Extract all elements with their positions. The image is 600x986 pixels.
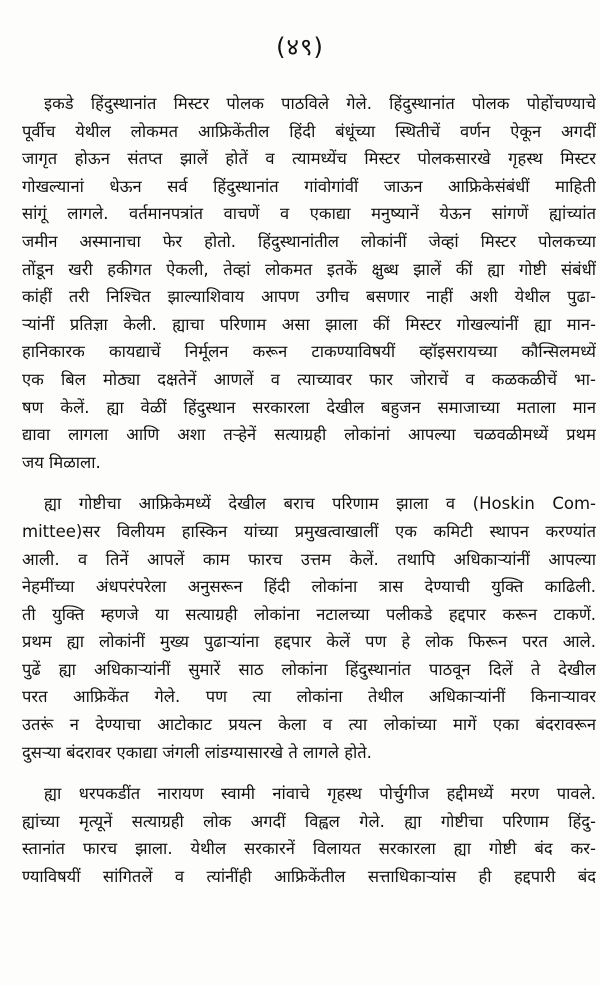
text-line: सांगूं लागले. वर्तमानपत्रांत वाचणें व एकाद्या मनुष्यानें येऊन सांगणें ह्यांच्यांत bbox=[22, 204, 596, 224]
body-text bbox=[22, 90, 596, 891]
paragraph-2 bbox=[22, 490, 596, 766]
text-line: द्यावा लागला आणि अशा तऱ्हेनें सत्याग्रही लोकांनां आपल्या चळवळीमध्यें प्रथम bbox=[22, 425, 596, 445]
text-line: आली. व तिनें आपलें काम फारच उत्तम केलें. तथापि अधिकाऱ्यांनीं आपल्या bbox=[22, 549, 596, 569]
text-line: स्तानांत फारच झाला. येथील सरकारनें विलायत सरकारला ह्या गोष्टी बंद कर- bbox=[22, 839, 596, 859]
text-line: परत आफ्रिकेंत गेले. पण त्या लोकांना तेथील अधिकाऱ्यांनीं किनाऱ्यावर bbox=[22, 687, 596, 707]
paragraph-1 bbox=[22, 90, 596, 476]
text-line: नेहमींच्या अंधपरंपरेला अनुसरून हिंदी लोकांना त्रास देण्याची युक्ति काढिली. bbox=[22, 577, 596, 597]
text-line: जागृत होऊन संतप्त झालें होतें व त्यामध्येंच मिस्टर पोलकसारखे गृहस्थ मिस्टर bbox=[22, 149, 596, 169]
text-line: ऱ्यांनीं प्रतिज्ञा केली. ह्याचा परिणाम असा झाला कीं मिस्टर गोखल्यांनीं ह्या मान- bbox=[22, 314, 596, 334]
text-line: पुढें ह्या अधिकाऱ्यांनीं सुमारें साठ लोकांना हिंदुस्थानांत पाठवून दिलें ते देखील bbox=[22, 659, 596, 679]
text-line: पूर्वीच येथील लोकमत आफ्रिकेंतील हिंदी बंधूंच्या स्थितीचें वर्णन ऐकून अगदीं bbox=[22, 121, 596, 141]
text-line: इकडे हिंदुस्थानांत मिस्टर पोलक पाठविले गेले. हिंदुस्थानांत पोलक पोहोंचण्याचे bbox=[44, 94, 596, 113]
text-line: जय मिळाला. bbox=[22, 452, 101, 472]
text-line: ह्या गोष्टीचा आफ्रिकेमध्यें देखील बराच परिणाम झाला व (Hoskin Com- bbox=[44, 494, 596, 514]
text-line: प्रथम ह्या लोकांनीं मुख्य पुढाऱ्यांना हद्दपार केलें पण हे लोक फिरून परत आले. bbox=[22, 632, 596, 652]
text-line: दुसऱ्या बंदरावर एकाद्या जंगली लांडग्यासारखे ते लागले होते. bbox=[22, 742, 372, 762]
text-line: ह्या धरपकडींत नारायण स्वामी नांवाचे गृहस्थ पोर्चुगीज हद्दीमध्यें मरण पावले. bbox=[44, 784, 596, 804]
text-line: ह्यांच्या मृत्यूनें सत्याग्रही लोक अगदीं विह्वल गेले. ह्या गोष्टीचा परिणाम हिंदु- bbox=[22, 811, 596, 831]
text-line: जमीन अस्मानाचा फेर होतो. हिंदुस्थानांतील लोकांनीं जेव्हां मिस्टर पोलकच्या bbox=[22, 231, 596, 251]
text-line: हानिकारक कायद्याचें निर्मूलन करून टाकण्याविषयीं व्हॉइसरायच्या कौन्सिलमध्यें bbox=[22, 342, 596, 362]
paragraph-gap bbox=[22, 476, 596, 490]
text-line: mittee)सर विलीयम हास्किन यांच्या प्रमुखत्वाखालीं एक कमिटी स्थापन करण्यांत bbox=[22, 521, 596, 541]
text-line: षण केलें. ह्या वेळीं हिंदुस्थान सरकारला देखील बहुजन समाजाच्या मताला मान bbox=[22, 397, 596, 417]
paragraph-gap bbox=[22, 766, 596, 780]
page-number: (४९) bbox=[276, 33, 324, 61]
paragraph-3 bbox=[22, 780, 596, 890]
text-line: उतरूं न देण्याचा आटोकाट प्रयत्न केला व त्या लोकांच्या मागें एका बंदरावरून bbox=[22, 715, 596, 735]
text-line: कांहीं तरी निश्चित झाल्याशिवाय आपण उगीच बसणार नाहीं अशी येथील पुढा- bbox=[22, 287, 596, 307]
text-line: तोंडून खरी हकीगत ऐकली, तेव्हां लोकमत इतकें क्षुब्ध झालें कीं ह्या गोष्टी संबंधीं bbox=[22, 259, 596, 279]
text-line: गोखल्यानां धेऊन सर्व हिंदुस्थानांत गांवोगांवीं जाऊन आफ्रिकेसंबंधीं माहिती bbox=[22, 176, 596, 196]
text-line: ण्याविषयीं सांगितलें व त्यांनींही आफ्रिकेंतील सत्ताधिकाऱ्यांस ही हद्दपारी बंद bbox=[22, 867, 596, 887]
text-line: एक बिल मोठ्या दक्षतेनें आणलें व त्याच्यावर फार जोराचें व कळकळीचें भा- bbox=[22, 369, 596, 389]
text-line: ती युक्ति म्हणजे या सत्याग्रही लोकांना नटालच्या पलीकडे हद्दपार करून टाकणें. bbox=[22, 604, 596, 624]
